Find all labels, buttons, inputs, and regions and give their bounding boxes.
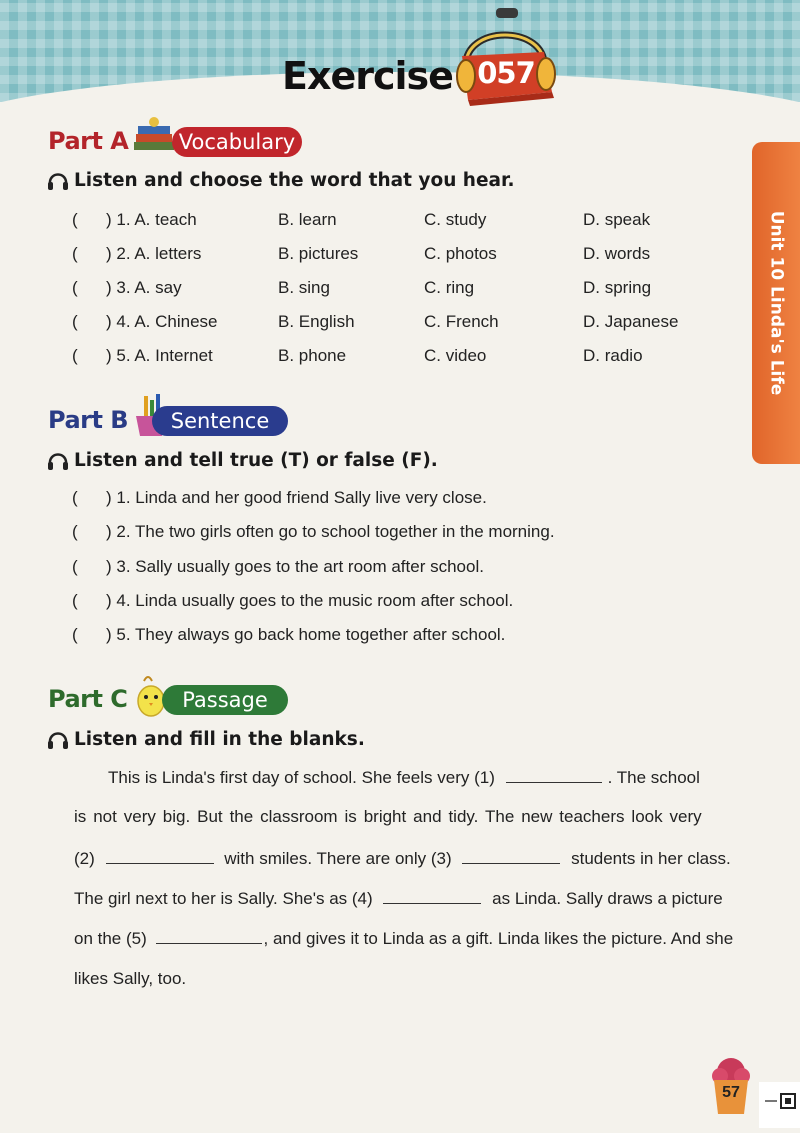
- unit-side-tab: [752, 142, 800, 464]
- blank-2[interactable]: [106, 847, 214, 864]
- option-b: B. learn: [278, 210, 337, 229]
- tf-row-2: [0, 522, 760, 546]
- option-c: C. French: [424, 312, 499, 331]
- passage-line-5: on the (5) , and gives it to Linda as a gift. Linda likes the picture. And she: [74, 929, 734, 948]
- statement-text: ) 1. Linda and her good friend Sally live very close.: [106, 488, 487, 507]
- option-c: C. video: [424, 346, 487, 365]
- answer-paren[interactable]: (: [72, 522, 78, 541]
- exercise-badge: [452, 4, 560, 108]
- part-c-pill: Passage: [162, 685, 288, 715]
- books-icon: [130, 114, 178, 158]
- answer-paren[interactable]: (: [72, 591, 78, 610]
- option-a: ) 1. A. teach: [106, 210, 197, 229]
- blank-5[interactable]: [156, 927, 262, 944]
- vocab-row-1: [0, 210, 760, 234]
- part-b-instruction: [46, 449, 438, 471]
- option-b: B. pictures: [278, 244, 359, 263]
- tf-row-5: [0, 625, 760, 649]
- headphones-icon: [46, 449, 70, 471]
- part-a-instruction: [46, 169, 515, 191]
- option-c: C. ring: [424, 278, 475, 297]
- option-a: ) 4. A. Chinese: [106, 312, 218, 331]
- passage-line-6: likes Sally, too.: [74, 969, 187, 988]
- part-a-pill: Vocabulary: [172, 127, 302, 157]
- statement-text: ) 4. Linda usually goes to the music room after school.: [106, 591, 514, 610]
- qr-code: [759, 1082, 800, 1128]
- option-d: D. radio: [583, 346, 643, 365]
- part-b-pill: Sentence: [152, 406, 288, 436]
- option-a: ) 3. A. say: [106, 278, 182, 297]
- vocab-row-4: [0, 312, 760, 336]
- option-b: B. phone: [278, 346, 347, 365]
- exercise-number: 057: [477, 56, 535, 90]
- part-b-title: Part B: [48, 406, 129, 434]
- statement-text: ) 5. They always go back home together after school.: [106, 625, 506, 644]
- option-d: D. words: [583, 244, 651, 263]
- option-d: D. Japanese: [583, 312, 679, 331]
- instruction-text: Listen and tell true (T) or false (F).: [74, 449, 438, 471]
- statement-text: ) 2. The two girls often go to school together in the morning.: [106, 522, 555, 541]
- blank-1[interactable]: [506, 766, 602, 783]
- answer-paren[interactable]: (: [72, 244, 78, 263]
- option-b: B. English: [278, 312, 355, 331]
- instruction-text: Listen and fill in the blanks.: [74, 728, 365, 750]
- statement-text: ) 3. Sally usually goes to the art room after school.: [106, 557, 484, 576]
- option-c: C. photos: [424, 244, 497, 263]
- answer-paren[interactable]: (: [72, 278, 78, 297]
- blank-4[interactable]: [383, 887, 481, 904]
- passage-line-1: This is Linda's first day of school. She feels very (1) . The school: [108, 768, 700, 787]
- part-c-instruction: [46, 728, 365, 750]
- option-b: B. sing: [278, 278, 330, 297]
- qr-code-icon: [759, 1082, 800, 1128]
- answer-paren[interactable]: (: [72, 557, 78, 576]
- page-number: 57: [722, 1084, 740, 1101]
- blank-3[interactable]: [462, 847, 560, 864]
- vocab-row-2: [0, 244, 760, 268]
- answer-paren[interactable]: (: [72, 346, 78, 365]
- vocab-row-5: [0, 346, 760, 370]
- passage-line-4: The girl next to her is Sally. She's as (4) as Linda. Sally draws a picture: [74, 889, 723, 908]
- headphones-icon: [46, 728, 70, 750]
- answer-paren[interactable]: (: [72, 625, 78, 644]
- answer-paren[interactable]: (: [72, 210, 78, 229]
- instruction-text: Listen and choose the word that you hear.: [74, 169, 515, 191]
- option-d: D. spring: [583, 278, 652, 297]
- exercise-title: Exercise: [282, 54, 453, 98]
- option-d: D. speak: [583, 210, 651, 229]
- unit-label: Unit 10 Linda's Life: [766, 210, 786, 396]
- tf-row-1: [0, 488, 760, 512]
- answer-paren[interactable]: (: [72, 312, 78, 331]
- option-a: ) 5. A. Internet: [106, 346, 213, 365]
- tf-row-3: [0, 557, 760, 581]
- passage-line-3: (2) with smiles. There are only (3) students in her class.: [74, 849, 731, 868]
- vocab-row-3: [0, 278, 760, 302]
- passage-line-2: is not very big. But the classroom is bright and tidy. The new teachers look very: [74, 807, 702, 826]
- tf-row-4: [0, 591, 760, 615]
- answer-paren[interactable]: (: [72, 488, 78, 507]
- headphones-icon: [46, 169, 70, 191]
- option-c: C. study: [424, 210, 487, 229]
- option-a: ) 2. A. letters: [106, 244, 202, 263]
- part-c-title: Part C: [48, 685, 128, 713]
- part-a-title: Part A: [48, 127, 129, 155]
